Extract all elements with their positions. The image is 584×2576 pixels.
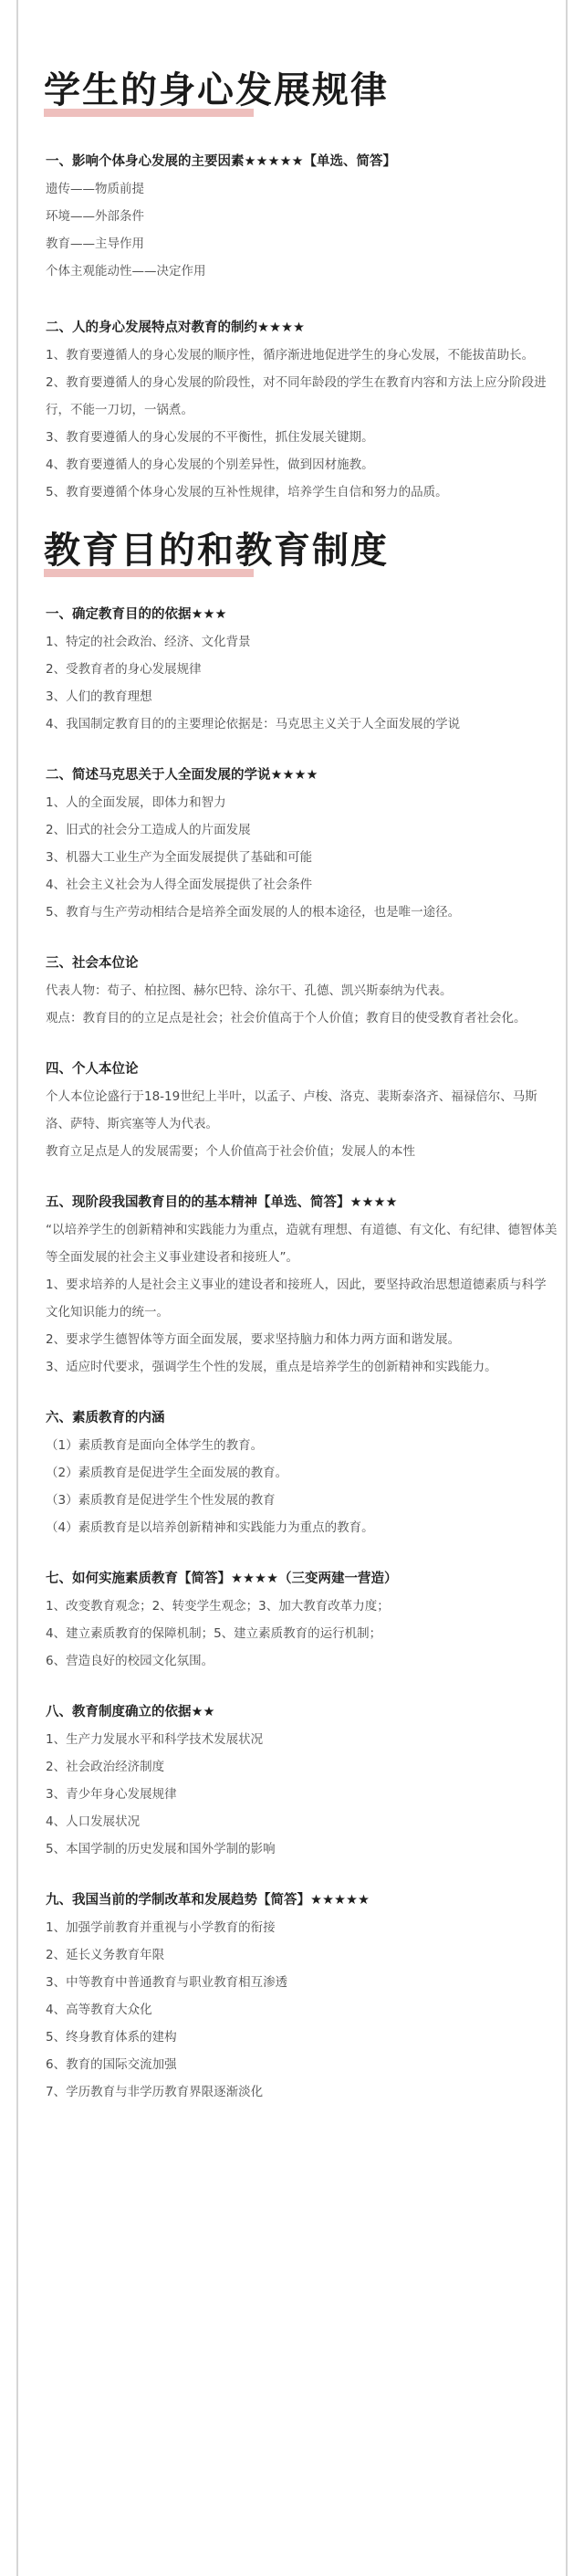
section-heading: 二、人的身心发展特点对教育的制约★★★★ <box>46 321 305 335</box>
section-heading: 五、现阶段我国教育目的的基本精神【单选、简答】★★★★ <box>46 1195 398 1210</box>
list-item: （3）素质教育是促进学生个性发展的教育 <box>46 1493 276 1508</box>
list-item: 1、人的全面发展，即体力和智力 <box>46 795 226 810</box>
list-item: 4、社会主义社会为人得全面发展提供了社会条件 <box>46 878 313 892</box>
list-item: “以培养学生的创新精神和实践能力为重点，造就有理想、有道德、有文化、有纪律、德智体美等全面发展的社会主义事业建设者和接班人”。 <box>46 1223 558 1265</box>
section-marx-all-round <box>46 762 558 926</box>
list-item: 5、教育要遵循个体身心发展的互补性规律，培养学生自信和努力的品质。 <box>46 485 448 499</box>
left-margin-rule <box>16 0 18 2576</box>
list-item: 2、教育要遵循人的身心发展的阶段性，对不同年龄段的学生在教育内容和方法上应分阶段进行，不能一刀切，一锅煮。 <box>46 375 547 417</box>
list-item: 1、特定的社会政治、经济、文化背景 <box>46 635 251 649</box>
list-item: 1、加强学前教育并重视与小学教育的衔接 <box>46 1920 276 1935</box>
section-heading: 九、我国当前的学制改革和发展趋势【简答】★★★★★ <box>46 1893 370 1908</box>
list-item: 2、要求学生德智体等方面全面发展，要求坚持脑力和体力两方面和谐发展。 <box>46 1332 461 1347</box>
section-heading: 二、简述马克思关于人全面发展的学说★★★★ <box>46 768 318 783</box>
section-heading: 一、确定教育目的的依据★★★ <box>46 607 227 622</box>
list-item: 6、教育的国际交流加强 <box>46 2057 177 2072</box>
section-basis-of-aims <box>46 601 558 738</box>
list-item: 3、中等教育中普通教育与职业教育相互渗透 <box>46 1975 288 1990</box>
section-heading: 八、教育制度确立的依据★★ <box>46 1705 215 1719</box>
section-heading: 四、个人本位论 <box>46 1062 139 1077</box>
list-item: 遗传——物质前提 <box>46 182 144 196</box>
list-item: 3、人们的教育理想 <box>46 689 152 704</box>
section-heading: 六、素质教育的内涵 <box>46 1411 165 1425</box>
section-basic-spirit <box>46 1189 558 1381</box>
list-item: 2、旧式的社会分工造成人的片面发展 <box>46 823 251 837</box>
list-item: 3、青少年身心发展规律 <box>46 1787 177 1802</box>
section-implementing-quality-education <box>46 1565 558 1675</box>
section-reform-trends <box>46 1887 558 2106</box>
list-item: （4）素质教育是以培养创新精神和实践能力为重点的教育。 <box>46 1520 374 1535</box>
list-item: 1、教育要遵循人的身心发展的顺序性，循序渐进地促进学生的身心发展，不能拔苗助长。 <box>46 348 535 363</box>
section-influencing-factors <box>46 148 558 285</box>
list-item: 观点：教育目的的立足点是社会；社会价值高于个人价值；教育目的使受教育者社会化。 <box>46 1011 527 1025</box>
right-margin-rule <box>566 0 568 2576</box>
list-item: 4、高等教育大众化 <box>46 2003 152 2017</box>
section-heading: 一、影响个体身心发展的主要因素★★★★★【单选、简答】 <box>46 154 396 169</box>
list-item: 教育立足点是人的发展需要；个人价值高于社会价值；发展人的本性 <box>46 1144 415 1159</box>
list-item: 4、建立素质教育的保障机制；5、建立素质教育的运行机制； <box>46 1626 382 1641</box>
section-heading: 七、如何实施素质教育【简答】★★★★（三变两建一营造） <box>46 1572 398 1586</box>
list-item: 2、延长义务教育年限 <box>46 1948 165 1962</box>
section-heading: 三、社会本位论 <box>46 956 139 971</box>
section-social-standard <box>46 950 558 1032</box>
list-item: 3、适应时代要求，强调学生个性的发展，重点是培养学生的创新精神和实践能力。 <box>46 1360 497 1374</box>
list-item: 个人本位论盛行于18-19世纪上半叶，以孟子、卢梭、洛克、裴斯泰洛齐、福禄倍尔、马斯洛、萨特、斯宾塞等人为代表。 <box>46 1089 537 1131</box>
document-content <box>36 0 558 2106</box>
list-item: 4、教育要遵循人的身心发展的个别差异性，做到因材施教。 <box>46 457 374 472</box>
section-development-constraints <box>46 314 558 506</box>
list-item: 1、改变教育观念；2、转变学生观念；3、加大教育改革力度； <box>46 1599 390 1614</box>
list-item: 2、社会政治经济制度 <box>46 1760 165 1774</box>
list-item: 个体主观能动性——决定作用 <box>46 264 206 279</box>
list-item: 1、要求培养的人是社会主义事业的建设者和接班人，因此，要坚持政治思想道德素质与科学文化知识能力的统一。 <box>46 1277 547 1320</box>
list-item: 2、受教育者的身心发展规律 <box>46 662 202 677</box>
list-item: 3、教育要遵循人的身心发展的不平衡性，抓住发展关键期。 <box>46 430 374 445</box>
section-quality-education <box>46 1404 558 1541</box>
list-item: 7、学历教育与非学历教育界限逐渐淡化 <box>46 2085 264 2099</box>
list-item: 代表人物：荀子、柏拉图、赫尔巴特、涂尔干、孔德、凯兴斯泰纳为代表。 <box>46 983 453 998</box>
list-item: 1、生产力发展水平和科学技术发展状况 <box>46 1732 264 1747</box>
chapter-title: 教育目的和教育制度 <box>44 522 558 579</box>
section-system-basis <box>46 1698 558 1863</box>
list-item: 教育——主导作用 <box>46 237 144 251</box>
list-item: 6、营造良好的校园文化氛围。 <box>46 1654 214 1668</box>
list-item: （2）素质教育是促进学生全面发展的教育。 <box>46 1466 288 1480</box>
list-item: 4、人口发展状况 <box>46 1814 141 1829</box>
section-individual-standard <box>46 1056 558 1165</box>
list-item: （1）素质教育是面向全体学生的教育。 <box>46 1438 264 1453</box>
chapter-title: 学生的身心发展规律 <box>44 62 558 119</box>
list-item: 4、我国制定教育目的的主要理论依据是：马克思主义关于人全面发展的学说 <box>46 717 461 731</box>
list-item: 5、终身教育体系的建构 <box>46 2030 177 2045</box>
list-item: 环境——外部条件 <box>46 209 144 224</box>
list-item: 5、教育与生产劳动相结合是培养全面发展的人的根本途径，也是唯一途径。 <box>46 905 461 920</box>
list-item: 3、机器大工业生产为全面发展提供了基础和可能 <box>46 850 313 865</box>
list-item: 5、本国学制的历史发展和国外学制的影响 <box>46 1842 276 1856</box>
